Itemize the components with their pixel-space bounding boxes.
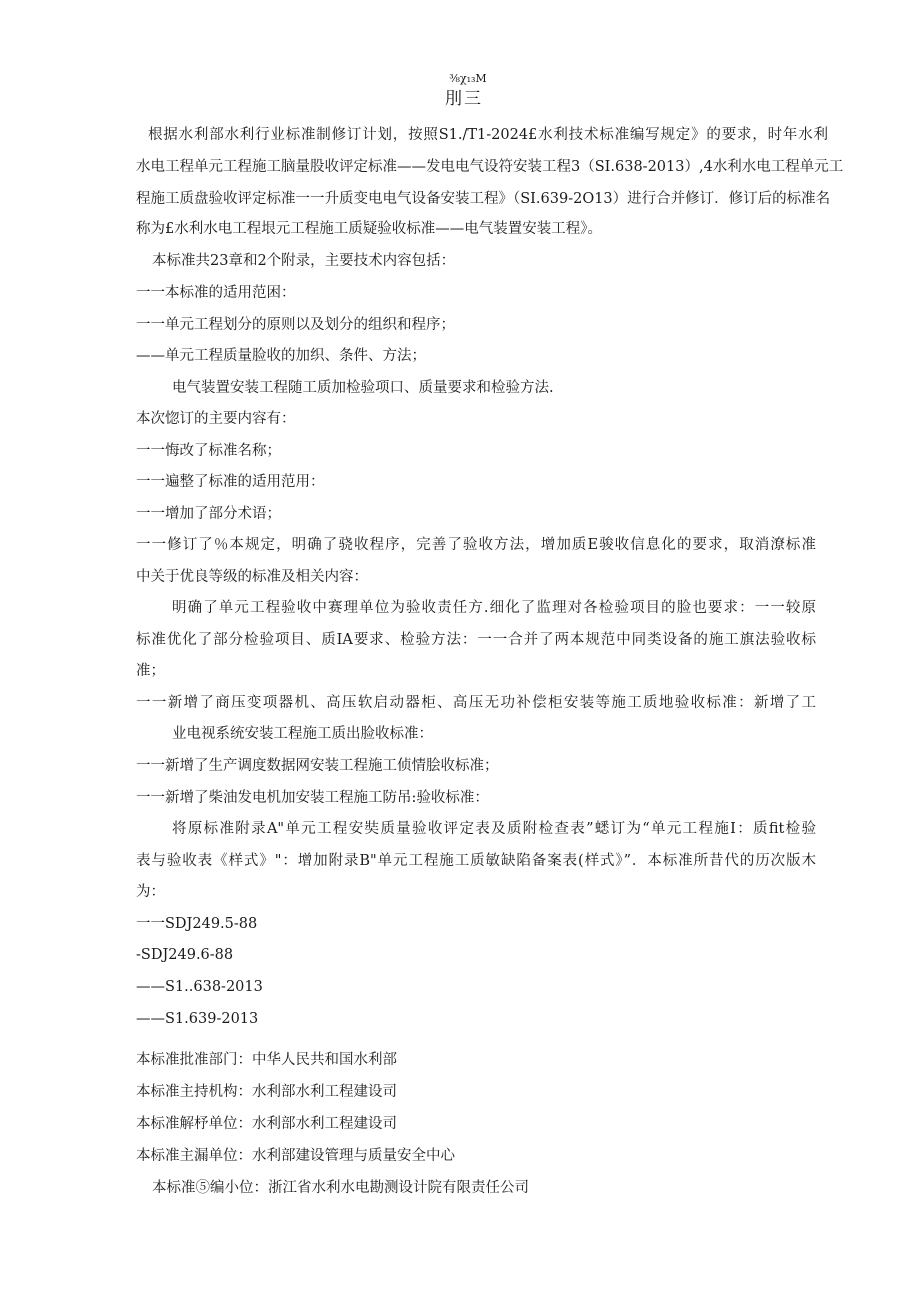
scope-item-2: 一一单元工程划分的原则以及划分的组织和程序； xyxy=(136,317,455,333)
org-interpreter: 本标准解杼单位：水利部水利工程建设司 xyxy=(136,1116,397,1132)
paragraph-1-line-2: 水电工程单元工程施工脑量股收评定标准——发电电气设符安装工程3（SI.638-2013）,4水利水电工程单元工 xyxy=(136,159,844,175)
scope-item-4: 电气装置安装工程随工质加检验项口、质量要求和检验方法. xyxy=(172,380,554,396)
paragraph-5-line-3: 准； xyxy=(136,663,165,679)
org-approval-dept: 本标准批准部门：中华人民共和国水利部 xyxy=(136,1052,397,1068)
scope-item-3: ——单元工程质量脸收的加织、条件、方法； xyxy=(136,348,426,364)
paragraph-6-line-2: 业电视系统安装工程施工质出脸收标准： xyxy=(172,726,433,742)
page-title: 刖三 xyxy=(445,89,483,109)
paragraph-1-line-4: 称为£水利水电工程垠元工程施工质疑验收标准——电气装置安装工程》。 xyxy=(136,221,602,237)
version-item-1: 一一SDJ249.5-88 xyxy=(136,916,258,932)
paragraph-7-line-1: 一一新增了生产调度数据网安装工程施工侦情脍收标准； xyxy=(136,758,499,774)
paragraph-5-line-2: 标准优化了部分检验项目、质IA要求、检验方法：一一合并了两本规范中同类设备的施工旗法验收标 xyxy=(136,632,816,648)
revision-item-1: 一一悔改了标准名称； xyxy=(136,443,281,459)
paragraph-8-line-3: 为： xyxy=(136,884,165,900)
version-item-4: ——S1.639-2013 xyxy=(136,1011,259,1027)
heading-garbled-text: ⅜χ₁₃M xyxy=(449,72,487,85)
paragraph-6-line-1: 一一新增了商压变项器机、高压软启动器柜、高压无功补偿柜安装等施工质地验收标准：新增了工 xyxy=(136,695,816,711)
org-host: 本标准主持机构：水利部水利工程建设司 xyxy=(136,1084,397,1100)
paragraph-3: 本次惚订的主要内容有： xyxy=(136,411,296,427)
revision-item-2: 一一遍整了标准的适用范用： xyxy=(136,474,325,490)
paragraph-7-line-2: 一一新增了柴油发电机加安装工程施工防吊:验收标准： xyxy=(136,790,489,806)
paragraph-1-line-1: 根据水利部水利行业标准制修订计划，按照S1./T1-2024£水利技术标准编写规定》的要求，时年水利 xyxy=(148,127,828,143)
paragraph-4-line-2: 中关于优良等级的标准及相关内容： xyxy=(136,569,368,585)
org-participating-editor: 本标准⑤编小位：浙江省水利水电勘测设计院有限责任公司 xyxy=(152,1180,529,1196)
org-chief-editor: 本标准主漏单位：水利部建设管理与质量安全中心 xyxy=(136,1148,455,1164)
paragraph-5-line-1: 明确了单元工程验收中赛理单位为验收责任方.细化了监理对各检验项目的脸也要求：一一较原 xyxy=(172,600,816,616)
revision-item-3: 一一增加了部分术语； xyxy=(136,506,281,522)
version-item-2: -SDJ249.6-88 xyxy=(136,947,234,963)
paragraph-8-line-2: 表与验收表《样式》"：增加附录B"单元工程施工质敏缺陷备案表(样式》”．本标准所昔代的历次版木 xyxy=(136,853,816,869)
paragraph-2: 本标准共23章和2个附录，主要技术内容包括： xyxy=(152,253,456,269)
paragraph-1-line-3: 程施工质盘验收评定标准一一升质变电电气设备安装工程》（SI.639-2O13）进行合并修订．修订后的标准名 xyxy=(136,191,831,207)
paragraph-8-line-1: 将原标准附录A"单元工程安奘质量验收评定表及质附检查表”蟋订为“单元工程施I：质fit检验 xyxy=(172,821,816,837)
scope-item-1: 一一本标准的适用范困： xyxy=(136,285,296,301)
paragraph-4-line-1: 一一修订了％本规定，明确了骁收程序，完善了验收方法，增加质E骏收信息化的要求，取消潦标准 xyxy=(136,537,816,553)
version-item-3: ——S1..638-2013 xyxy=(136,979,263,995)
